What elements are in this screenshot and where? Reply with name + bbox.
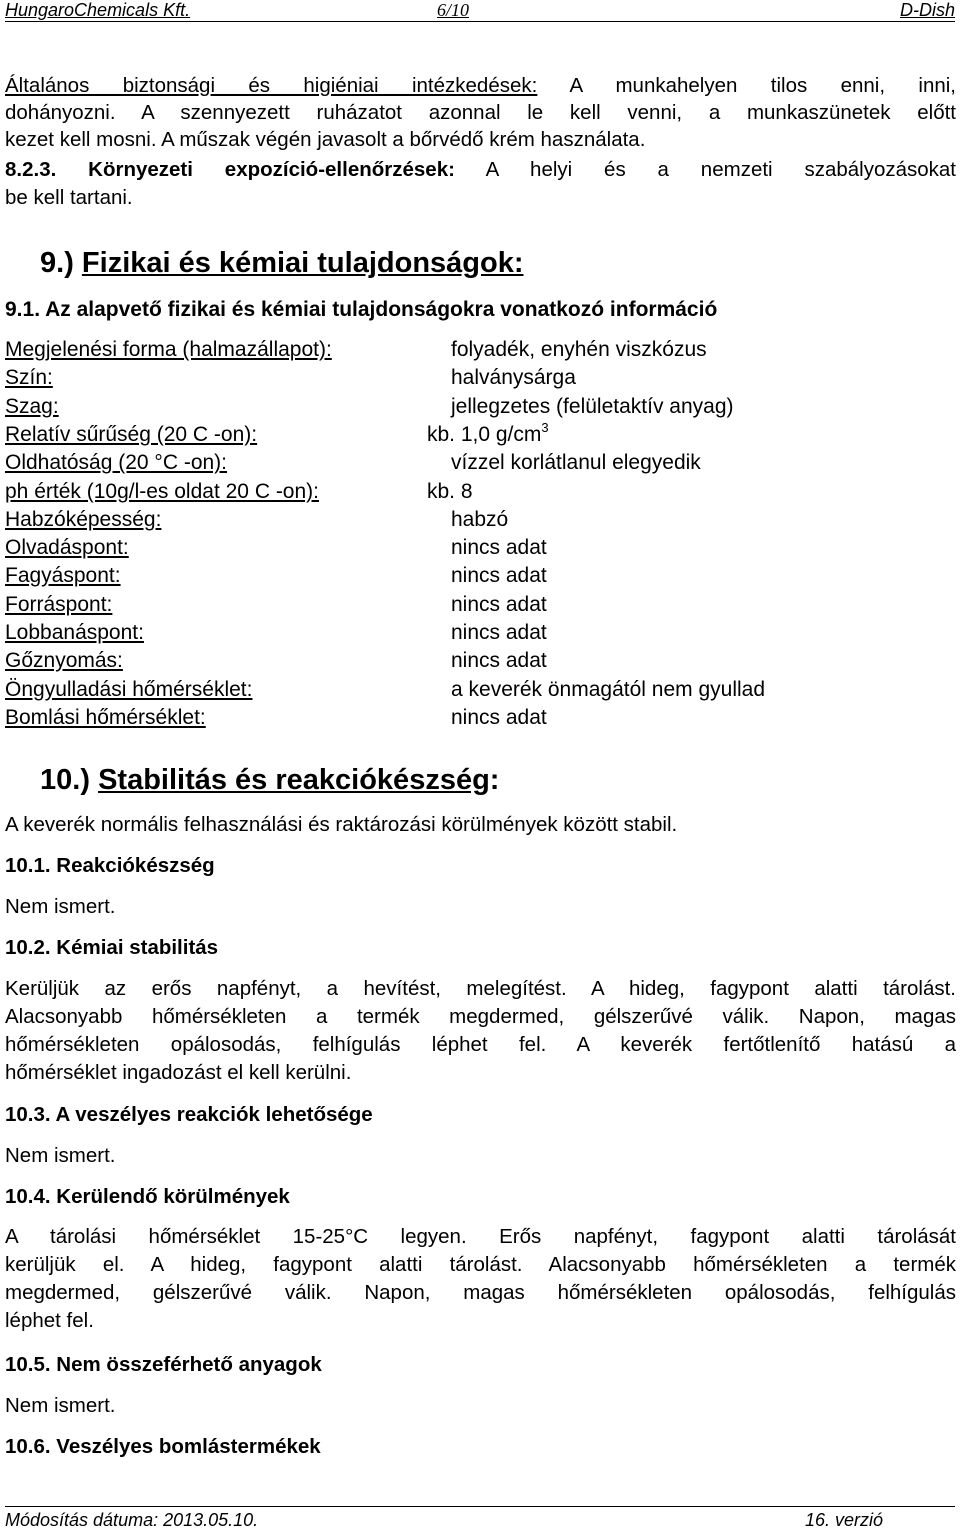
section-10-2-line: hőmérséklet ingadozást el kell kerülni. [5,1061,352,1084]
property-row [5,421,956,449]
property-value-text: vízzel korlátlanul elegyedik [451,451,701,474]
section-10-1-heading: 10.1. Reakciókészség [5,854,215,877]
property-row [5,478,956,506]
section-10-4-line: léphet fel. [5,1309,94,1332]
section-10-4-heading: 10.4. Kerülendő körülmények [5,1185,290,1208]
property-row [5,506,956,534]
property-row [5,619,956,647]
hygiene-line-1 [5,72,956,100]
property-value [427,478,473,506]
section-9-heading [40,243,960,283]
property-value-text: folyadék, enyhén viszkózus [451,338,707,361]
section-10-2-line: hőmérsékleten opálosodás, felhígulás léphet fel. A keverék fertőtlenítő hatású a [5,1033,956,1056]
section-10-2-line: Alacsonyabb hőmérsékleten a termék megdermed, gélszerűvé válik. Napon, magas [5,1005,956,1028]
property-value [451,676,765,704]
property-row [5,336,956,364]
property-value [427,421,549,449]
company-name: HungaroChemicals Kft. [5,0,191,20]
env-label: 8.2.3. Környezeti expozíció-ellenőrzések: [5,158,455,181]
page-number: 6/10 [437,0,470,20]
property-value [451,449,701,477]
hygiene-text: A munkahelyen tilos enni, inni, [537,74,957,97]
section-10-colon: : [489,764,500,796]
property-value-text: nincs adat [451,649,547,672]
property-value [451,619,547,647]
hygiene-label: Általános biztonsági és higiéniai intézkedések: [5,74,538,97]
property-value-text: nincs adat [451,536,547,559]
property-row [5,591,956,619]
section-10-4-line: megdermed, gélszerűvé válik. Napon, magas hőmérsékleten opálosodás, felhígulás [5,1281,956,1304]
property-label: Habzóképesség: [5,508,162,531]
section-10-2-line: Kerüljük az erős napfényt, a hevítést, melegítést. A hideg, fagypont alatti tárolást. [5,977,956,1000]
property-label: ph érték (10g/l-es oldat 20 C -on): [5,480,319,503]
property-label: Fagyáspont: [5,564,121,587]
property-value-text: kb. 1,0 g/cm [427,423,542,446]
property-label: Lobbanáspont: [5,621,144,644]
hygiene-line-3: kezet kell mosni. A műszak végén javasolt a bőrvédő krém használata. [5,128,646,151]
property-value-superscript: 3 [541,420,549,435]
property-value-text: kb. 8 [427,480,473,503]
property-row [5,364,956,392]
property-row [5,704,956,732]
property-value-text: habzó [451,508,509,531]
property-label: Szín: [5,366,53,389]
property-row [5,647,956,675]
section-10-paren: ) [80,764,90,796]
property-label: Forráspont: [5,593,113,616]
property-label: Bomlási hőmérséklet: [5,706,206,729]
property-row [5,676,956,704]
section-9-number: 9. [40,247,65,279]
section-10-5-text: Nem ismert. [5,1394,116,1417]
section-10-intro: A keverék normális felhasználási és raktározási körülmények között stabil. [5,813,678,836]
section-10-4-line: A tárolási hőmérséklet 15-25°C legyen. Erős napfényt, fagypont alatti tárolását [5,1225,956,1248]
property-value-text: nincs adat [451,706,547,729]
header-rule [5,21,955,22]
property-row [5,449,956,477]
product-name: D-Dish [899,0,955,20]
env-line-2: be kell tartani. [5,186,133,209]
property-value-text: a keverék önmagától nem gyullad [451,678,766,701]
version-label: 16. verzió [805,1510,884,1530]
property-value-text: nincs adat [451,593,547,616]
property-label: Gőznyomás: [5,649,123,672]
property-value [451,704,547,732]
property-value-text: nincs adat [451,621,547,644]
footer-rule [5,1506,955,1507]
section-10-5-heading: 10.5. Nem összeférhető anyagok [5,1353,322,1376]
property-row [5,393,956,421]
property-row [5,562,956,590]
page-header [5,0,955,24]
property-value [451,506,508,534]
env-text: A helyi és a nemzeti szabályozásokat [454,158,956,181]
section-9-title: Fizikai és kémiai tulajdonságok: [81,247,524,279]
property-row [5,534,956,562]
property-value-text: jellegzetes (felületaktív anyag) [451,395,734,418]
section-9-paren: ) [64,247,74,279]
property-label: Oldhatóság (20 °C -on): [5,451,228,474]
revision-date: Módosítás dátuma: 2013.05.10. [5,1510,259,1530]
property-value [451,364,576,392]
section-10-heading [40,760,960,800]
hygiene-line-2: dohányozni. A szennyezett ruházatot azonnal le kell venni, a munkaszünetek előtt [5,101,956,124]
section-10-2-heading: 10.2. Kémiai stabilitás [5,936,219,959]
property-value-text: halványsárga [451,366,576,389]
property-value [451,562,547,590]
section-9-1-heading: 9.1. Az alapvető fizikai és kémiai tulajdonságokra vonatkozó információ [5,298,718,321]
section-10-3-heading: 10.3. A veszélyes reakciók lehetősége [5,1103,373,1126]
property-label: Öngyulladási hőmérséklet: [5,678,253,701]
section-10-4-line: kerüljük el. A hideg, fagypont alatti tárolást. Alacsonyabb hőmérsékleten a termék [5,1253,956,1276]
property-value [451,647,547,675]
section-10-3-text: Nem ismert. [5,1144,116,1167]
section-10-1-text: Nem ismert. [5,895,116,918]
property-label: Olvadáspont: [5,536,129,559]
property-value [451,591,547,619]
section-10-6-heading: 10.6. Veszélyes bomlástermékek [5,1435,321,1458]
property-value [451,336,707,364]
property-label: Megjelenési forma (halmazállapot): [5,338,332,361]
section-10-title: Stabilitás és reakciókészség [98,764,490,796]
property-value [451,393,734,421]
property-label: Szag: [5,395,59,418]
property-value [451,534,547,562]
env-line-1 [5,156,956,184]
property-label: Relatív sűrűség (20 C -on): [5,423,258,446]
page-footer [5,1506,955,1534]
property-value-text: nincs adat [451,564,547,587]
section-10-number: 10. [40,764,81,796]
